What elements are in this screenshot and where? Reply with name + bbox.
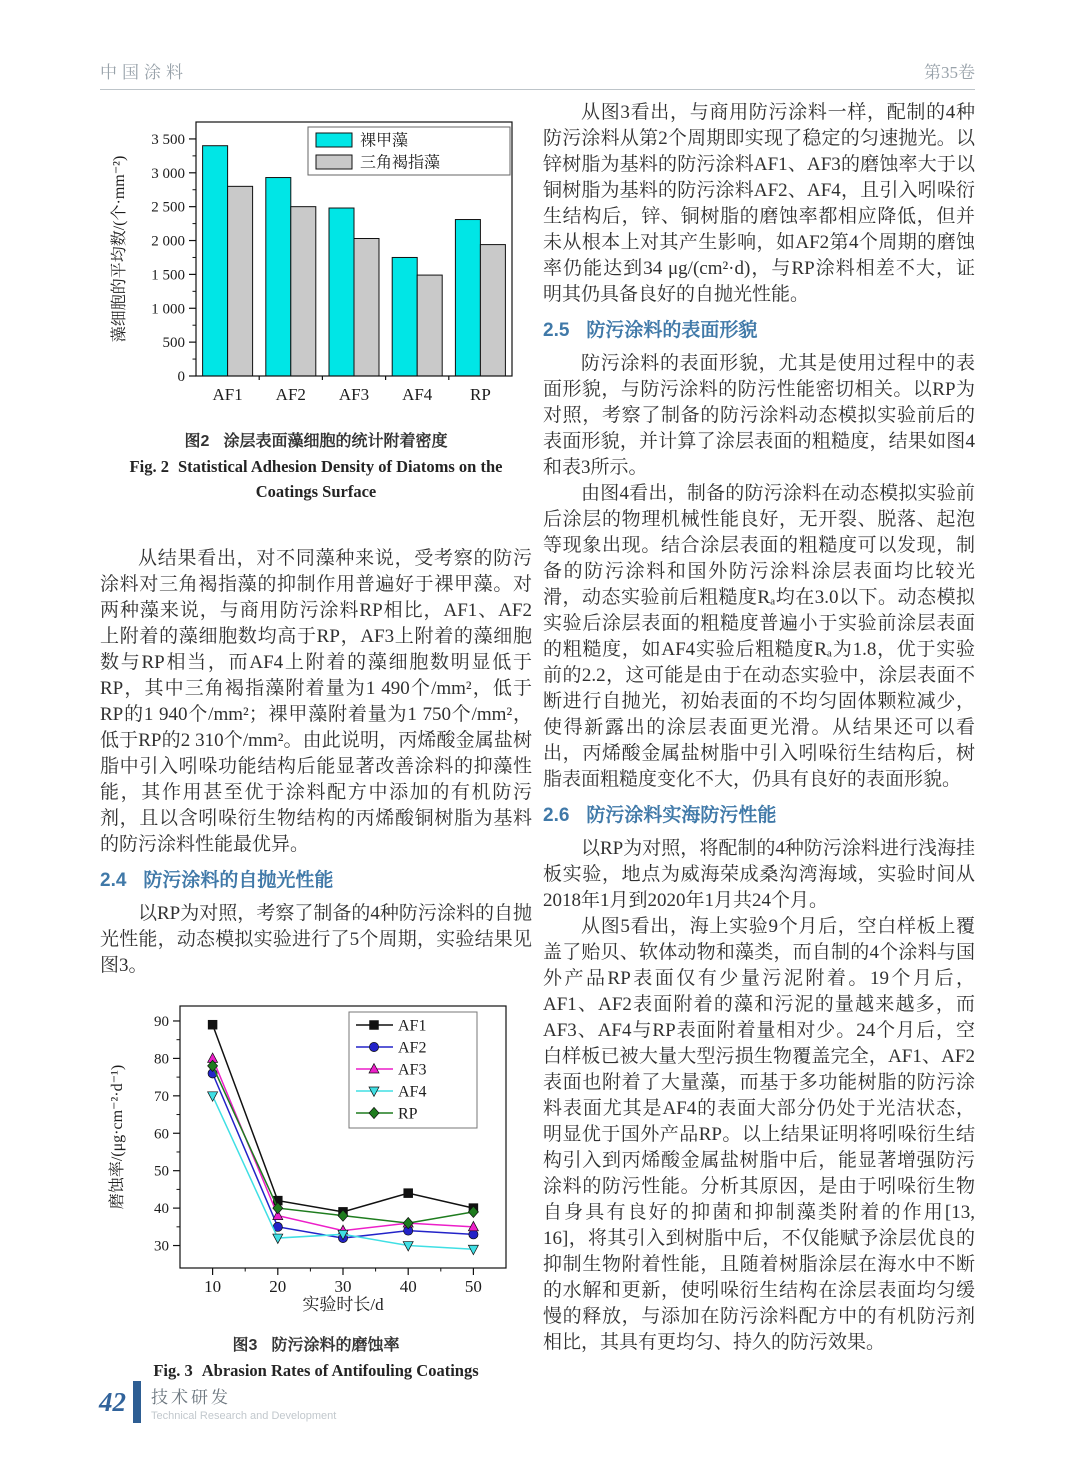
figure-3-caption-zh <box>100 1333 532 1358</box>
paragraph-results-discussion: 从结果看出，对不同藻种来说，受考察的防污涂料对三角褐指藻的抑制作用普遍好于裸甲藻。对两种藻来说，与商用防污涂料RP相比，AF1、AF2上附着的藻细胞数均高于RP，AF3上附着的藻细胞数与RP相当，而AF4上附着的藻细胞数明显低于RP，其中三角褐指藻附着量为1 490个/mm²，低于RP的1 940个/mm²；裸甲藻附着量为1 750个/mm²，低于RP的2 310个/mm²。由此说明，丙烯酸金属盐树脂中引入吲哚功能结构后能显著改善涂料的抑藻性能，其作用甚至优于涂料配方中添加的有机防污剂，且以含吲哚衍生物结构的丙烯酸铜树脂为基料的防污涂料性能最优异。 <box>100 548 532 855</box>
footer-accent-bar <box>133 1381 141 1423</box>
svg-text:AF4: AF4 <box>402 385 433 404</box>
paragraph-surface-morphology-intro: 防污涂料的表面形貌，尤其是使用过程中的表面形貌，与防污涂料的防污性能密切相关。以RP为对照，考察了制备的防污涂料动态模拟实验前后的表面形貌，并计算了涂层表面的粗糙度，结果如图4和表3所示。 <box>543 353 975 478</box>
svg-text:70: 70 <box>154 1088 169 1105</box>
section-heading-2-4 <box>100 867 532 895</box>
footer-section-en: Technical Research and Development <box>151 1409 337 1422</box>
svg-text:0: 0 <box>177 369 185 385</box>
header-rule <box>100 89 975 90</box>
svg-text:AF1: AF1 <box>398 1017 427 1035</box>
section-number: 2.5 <box>543 320 570 341</box>
journal-title: 中国涂料 <box>100 63 188 82</box>
figure-2 <box>100 106 532 504</box>
svg-text:10: 10 <box>204 1277 222 1296</box>
svg-text:裸甲藻: 裸甲藻 <box>360 132 409 150</box>
svg-text:40: 40 <box>154 1201 169 1218</box>
figure-2-title-zh: 涂层表面藻细胞的统计附着密度 <box>223 433 448 450</box>
svg-text:80: 80 <box>154 1051 169 1068</box>
svg-text:3 000: 3 000 <box>151 165 185 182</box>
svg-text:40: 40 <box>399 1277 417 1296</box>
svg-text:50: 50 <box>464 1277 482 1296</box>
footer-section-zh: 技术研发 <box>151 1387 231 1407</box>
figure-3-caption-en <box>100 1358 532 1383</box>
figure-2-caption-en <box>100 454 532 504</box>
figure-2-caption-zh <box>100 429 532 454</box>
bar-chart-diatom-density <box>102 106 522 422</box>
svg-text:AF3: AF3 <box>398 1061 427 1079</box>
svg-text:AF1: AF1 <box>212 385 243 404</box>
figure-2-label-en: Fig. 2 <box>129 457 169 476</box>
figure-3-title-zh: 防污涂料的磨蚀率 <box>271 1337 400 1354</box>
svg-text:3 500: 3 500 <box>151 131 185 148</box>
svg-text:AF4: AF4 <box>398 1083 427 1101</box>
svg-text:30: 30 <box>154 1238 169 1255</box>
paragraph-abrasion-discussion: 从图3看出，与商用防污涂料一样，配制的4种防污涂料从第2个周期即实现了稳定的匀速抛光。以锌树脂为基料的防污涂料AF1、AF3的磨蚀率大于以铜树脂为基料的防污涂料AF2、AF4，且引入吲哚衍生结构后，锌、铜树脂的磨蚀率都相应降低，但并未从根本上对其产生影响，如AF2第4个周期的磨蚀率仍能达到34 μg/(cm²·d)，与RP涂料相差不大，证明其仍具备良好的自抛光性能。 <box>543 102 975 305</box>
svg-text:RP: RP <box>398 1105 418 1123</box>
section-title: 防污涂料的表面形貌 <box>586 320 758 341</box>
figure-2-title-en: Statistical Adhesion Density of Diatoms on the Coatings Surface <box>177 457 503 501</box>
svg-text:磨蚀率/(μg·cm⁻²·d⁻¹): 磨蚀率/(μg·cm⁻²·d⁻¹) <box>109 1064 126 1210</box>
section-heading-2-6 <box>543 802 975 830</box>
paragraph-roughness-discussion: 由图4看出，制备的防污涂料在动态模拟实验前后涂层的物理机械性能良好，无开裂、脱落、起泡等现象出现。结合涂层表面的粗糙度可以发现，制备的防污涂料和国外防污涂料涂层表面均比较光滑，动态实验前后粗糙度Rₐ均在3.0以下。动态模拟实验后涂层表面的粗糙度普遍小于实验前涂层表面的粗糙度，如AF4实验后粗糙度Rₐ为1.8，优于实验前的2.2，这可能是由于在动态实验中，涂层表面不断进行自抛光，初始表面的不均匀固体颗粒减少，使得新露出的涂层表面更光滑。从结果还可以看出，丙烯酸金属盐树脂中引入吲哚衍生结构后，树脂表面粗糙度变化不大，仍具有良好的表面形貌。 <box>543 483 975 790</box>
paragraph-self-polishing-intro: 以RP为对照，考察了制备的4种防污涂料的自抛光性能，动态模拟实验进行了5个周期，实验结果见图3。 <box>100 903 532 976</box>
figure-3-label-zh: 图3 <box>232 1337 258 1354</box>
svg-text:1 500: 1 500 <box>151 267 185 284</box>
svg-text:2 000: 2 000 <box>151 233 185 250</box>
line-chart-abrasion-rate <box>102 992 522 1326</box>
svg-text:30: 30 <box>334 1277 352 1296</box>
footer-section-block <box>151 1383 336 1422</box>
left-column <box>100 106 532 1383</box>
paragraph-sea-test-results: 从图5看出，海上实验9个月后，空白样板上覆盖了贻贝、软体动物和藻类，而自制的4个涂料与国外产品RP表面仅有少量污泥附着。19个月后，AF1、AF2表面附着的藻和污泥的量越来越多，而AF3、AF4与RP表面附着量相对少。24个月后，空白样板已被大量大型污损生物覆盖完全，AF1、AF2表面也附着了大量藻，而基于多功能树脂的防污涂料表面尤其是AF4的表面大部分仍处于光洁状态，明显优于国外产品RP。以上结果证明将吲哚衍生结构引入到丙烯酸金属盐树脂中后，能显著增强防污涂料的防污性能。分析其原因，是由于吲哚衍生物自身具有良好的抑菌和抑制藻类附着的作用[13, 16]，将其引入到树脂中后，不仅能赋予涂层优良的抑制生物附着性能，且随着树脂涂层在海水中不断的水解和更新，使吲哚衍生结构在涂层表面均匀缓慢的释放，与添加在防污涂料配方中的有机防污剂相比，其具有更均匀、持久的防污效果。 <box>543 916 975 1353</box>
figure-3 <box>100 992 532 1383</box>
svg-text:AF3: AF3 <box>338 385 370 404</box>
svg-text:60: 60 <box>154 1126 169 1143</box>
svg-text:90: 90 <box>154 1013 169 1030</box>
svg-text:三角褐指藻: 三角褐指藻 <box>360 154 441 172</box>
figure-3-caption <box>100 1333 532 1383</box>
volume-label: 第35卷 <box>924 63 975 82</box>
page-number: 42 <box>99 1386 126 1417</box>
page-header <box>100 58 975 83</box>
right-column <box>543 100 975 1356</box>
svg-text:藻细胞的平均数/(个·mm⁻²): 藻细胞的平均数/(个·mm⁻²) <box>111 155 128 343</box>
svg-text:50: 50 <box>154 1163 169 1180</box>
paragraph-sea-test-setup: 以RP为对照，将配制的4种防污涂料进行浅海挂板实验，地点为威海荣成桑沟湾海域，实验时间从2018年1月到2020年1月共24个月。 <box>543 838 975 911</box>
figure-3-title-en: Abrasion Rates of Antifouling Coatings <box>201 1361 479 1380</box>
section-number: 2.4 <box>100 870 127 891</box>
section-number: 2.6 <box>543 805 570 826</box>
svg-text:1 000: 1 000 <box>151 301 185 318</box>
svg-text:实验时长/d: 实验时长/d <box>302 1295 384 1314</box>
svg-text:2 500: 2 500 <box>151 199 185 216</box>
page-footer <box>99 1381 336 1423</box>
svg-text:AF2: AF2 <box>398 1039 427 1057</box>
figure-2-label-zh: 图2 <box>184 433 210 450</box>
svg-text:AF2: AF2 <box>275 385 306 404</box>
figure-3-label-en: Fig. 3 <box>153 1361 193 1380</box>
section-title: 防污涂料实海防污性能 <box>586 805 777 826</box>
svg-text:500: 500 <box>162 335 185 352</box>
section-heading-2-5 <box>543 317 975 345</box>
svg-text:RP: RP <box>470 385 491 404</box>
figure-2-caption <box>100 429 532 504</box>
section-title: 防污涂料的自抛光性能 <box>143 870 334 891</box>
svg-text:20: 20 <box>269 1277 287 1296</box>
